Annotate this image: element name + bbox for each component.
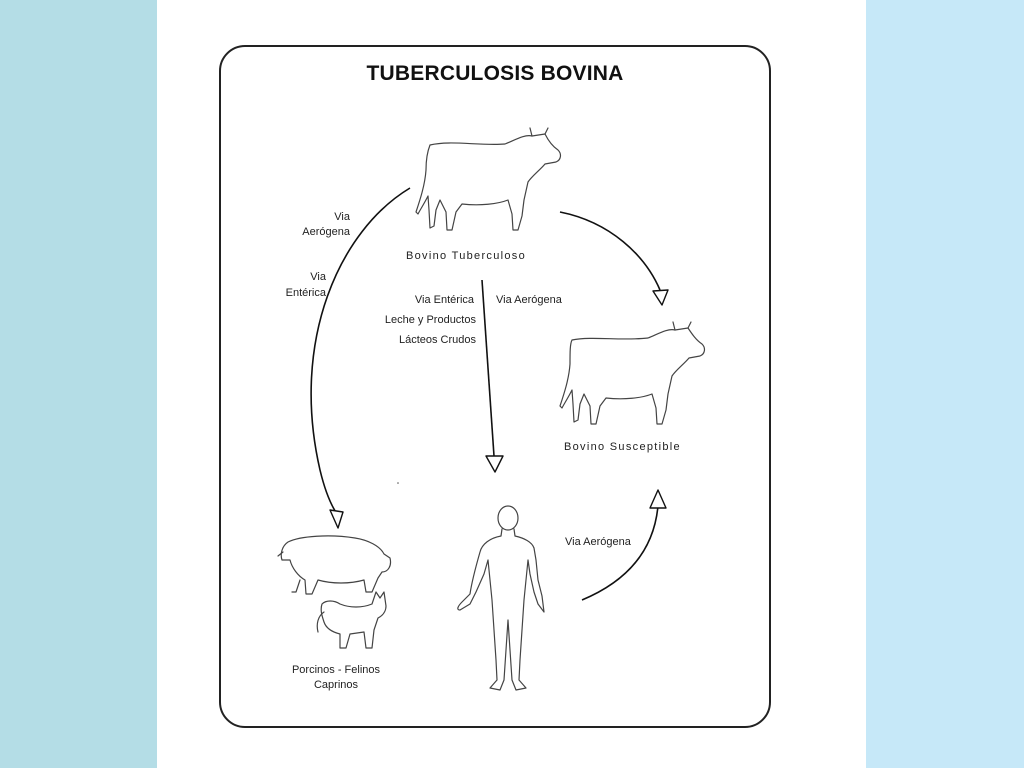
arrow-top-right [560,212,668,305]
human-icon [458,506,544,690]
cow-icon [416,128,560,230]
edge-label-left-aerogena-2: Aerógena [302,226,350,238]
edge-label-left-aerogena-1: Via [334,211,350,223]
pig-icon [278,536,391,594]
other-animals-label-2: Caprinos [313,679,359,691]
source-node-label: Bovino Tuberculoso [406,250,527,262]
other-animals-label-1: Porcinos - Felinos [291,664,381,676]
edge-label-left-enterica-1: Via [310,271,326,283]
target-node-label: Bovino Susceptible [564,441,681,453]
edge-label-center-right: Via Aerógena [496,294,562,306]
edge-label-center-2: Leche y Productos [384,314,476,326]
cow-icon [560,322,704,424]
edge-label-left-enterica-2: Entérica [285,287,326,299]
arrow-left-curve [311,188,410,528]
cat-icon [317,592,386,648]
edge-label-center-3: Lácteos Crudos [398,334,476,346]
edge-label-center-1: Via Entérica [414,294,474,306]
edge-label-human-to-cattle: Via Aerógena [565,536,631,548]
diagram-title: TUBERCULOSIS BOVINA [366,62,624,85]
arrow-center [482,280,503,472]
